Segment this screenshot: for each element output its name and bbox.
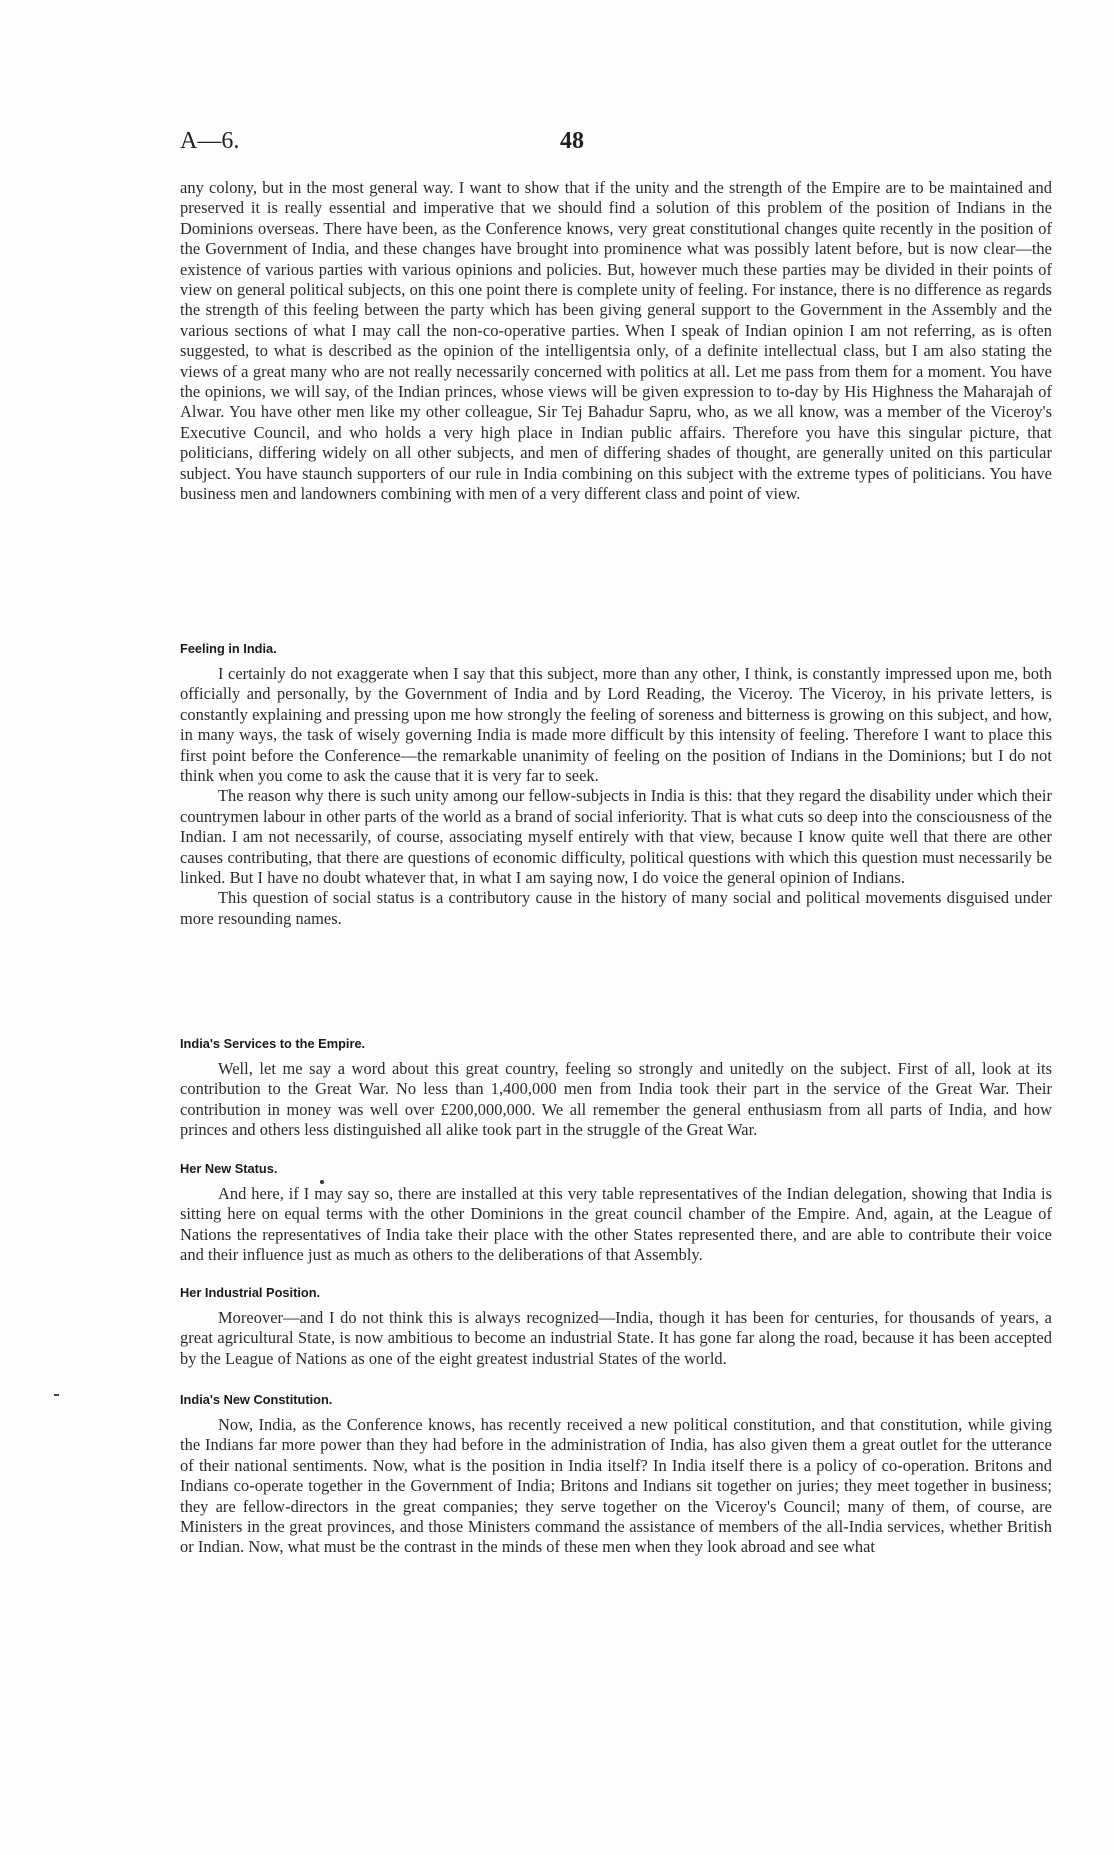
print-speck-mark xyxy=(320,1180,324,1184)
section-industrial-position xyxy=(180,1284,1052,1369)
paragraph: Well, let me say a word about this great country, feeling so strongly and unitedly on the subject. First of all, look at its contribution to the Great War. No less than 1,400,000 men from India took their part in the service of the Great War. Their contribution in money was well over £200,000,000. We all remember the general enthusiasm from all parts of India, and how princes and others less distinguished all alike took part in the struggle of the Great War. xyxy=(180,1059,1052,1140)
paragraph: Moreover—and I do not think this is always recognized—India, though it has been for centuries, for thousands of years, a great agricultural State, is now ambitious to become an industrial State. It has gone far along the road, because it has been accepted by the League of Nations as one of the eight greatest industrial States of the world. xyxy=(180,1308,1052,1368)
paragraph: This question of social status is a contributory cause in the history of many social and political movements disguised under more resounding names. xyxy=(180,888,1052,928)
margin-dash-mark xyxy=(54,1394,59,1396)
intro-section xyxy=(180,178,1052,505)
page-number: 48 xyxy=(560,128,584,154)
section-services-to-empire xyxy=(180,1035,1052,1141)
paragraph: I certainly do not exaggerate when I say that this subject, more than any other, I think, is constantly impressed upon me, both officially and personally, by the Government of India and by Lord Reading, the Viceroy. The Viceroy, in his private letters, is constantly explaining and pressing upon me how strongly the feeling of soreness and bitterness is growing on this subject, and how, in many ways, the task of wisely governing India is made more difficult by this intensity of feeling. Therefore I want to place this first point before the Conference—the remarkable unanimity of feeling on the position of Indians in the Dominions; but I do not think when you come to ask the cause that it is very far to seek. xyxy=(180,664,1052,786)
section-heading: Her New Status. xyxy=(180,1161,278,1176)
page-header xyxy=(180,128,1050,162)
section-heading: Her Industrial Position. xyxy=(180,1285,321,1300)
section-new-constitution xyxy=(180,1391,1052,1558)
paragraph: The reason why there is such unity among our fellow-subjects in India is this: that they regard the disability under which their countrymen labour in other parts of the world as a brand of social inferiority. That is what cuts so deep into the consciousness of the Indian. I am not necessarily, of course, associating myself entirely with that view, because I know quite well that there are other causes contributing, that there are questions of economic difficulty, political questions with which this question must necessarily be linked. But I have no doubt whatever that, in what I am saying now, I do voice the general opinion of Indians. xyxy=(180,786,1052,888)
section-heading: India's Services to the Empire. xyxy=(180,1036,366,1051)
intro-paragraph: any colony, but in the most general way. I want to show that if the unity and the strength of the Empire are to be maintained and preserved it is really essential and imperative that we should find a solution of this problem of the position of Indians in the Dominions overseas. There have been, as the Conference knows, very great constitutional changes quite recently in the position of the Government of India, and these changes have brought into prominence what was possibly latent before, but is now clear—the existence of various parties with various opinions and policies. But, however much these parties may be divided in their points of view on general political subjects, on this one point there is complete unity of feeling. For instance, there is no difference as regards the strength of this feeling between the party which has been giving general support to the Government in the Assembly and the various sections of what I may call the non-co-operative parties. When I speak of Indian opinion I am not referring, as is often suggested, to what is described as the opinion of the intelligentsia only, of a definite intellectual class, but I am also stating the views of a great many who are not really necessarily concerned with politics at all. Let me pass from them for a moment. You have the opinions, we will say, of the Indian princes, whose views will be given expression to to-day by His Highness the Maharajah of Alwar. You have other men like my other colleague, Sir Tej Bahadur Sapru, who, as we all know, was a member of the Viceroy's Executive Council, and who holds a very high place in Indian public affairs. Therefore you have this singular picture, that politicians, differing widely on all other subjects, and men of differing shades of thought, are generally united on this particular subject. You have staunch supporters of our rule in India combining on this subject with the extreme types of politicians. You have business men and landowners combining with men of a very different class and point of view. xyxy=(180,178,1052,504)
paragraph: And here, if I may say so, there are installed at this very table representatives of the Indian delegation, showing that India is sitting here on equal terms with the other Dominions in the great council chamber of the Empire. And, again, at the League of Nations the representatives of India take their place with the other States represented there, and are able to contribute their voice and their influence just as much as others to the deliberations of that Assembly. xyxy=(180,1184,1052,1265)
section-new-status xyxy=(180,1160,1052,1266)
section-heading: India's New Constitution. xyxy=(180,1392,333,1407)
paragraph: Now, India, as the Conference knows, has recently received a new political constitution, and that constitution, while giving the Indians far more power than they had before in the administration of India, has also given them a great outlet for the utterance of their national sentiments. Now, what is the position in India itself? In India itself there is a policy of co-operation. Britons and Indians co-operate together in the Government of India; Britons and Indians sit together on juries; they meet together in business; they are fellow-directors in the great companies; they serve together on the Viceroy's Council; many of them, of course, are Ministers in the great provinces, and those Ministers command the assistance of members of the all-India services, whether British or Indian. Now, what must be the contrast in the minds of these men when they look abroad and see what xyxy=(180,1415,1052,1557)
document-reference: A—6. xyxy=(180,128,240,154)
section-heading: Feeling in India. xyxy=(180,641,277,656)
section-feeling-in-india xyxy=(180,640,1052,929)
